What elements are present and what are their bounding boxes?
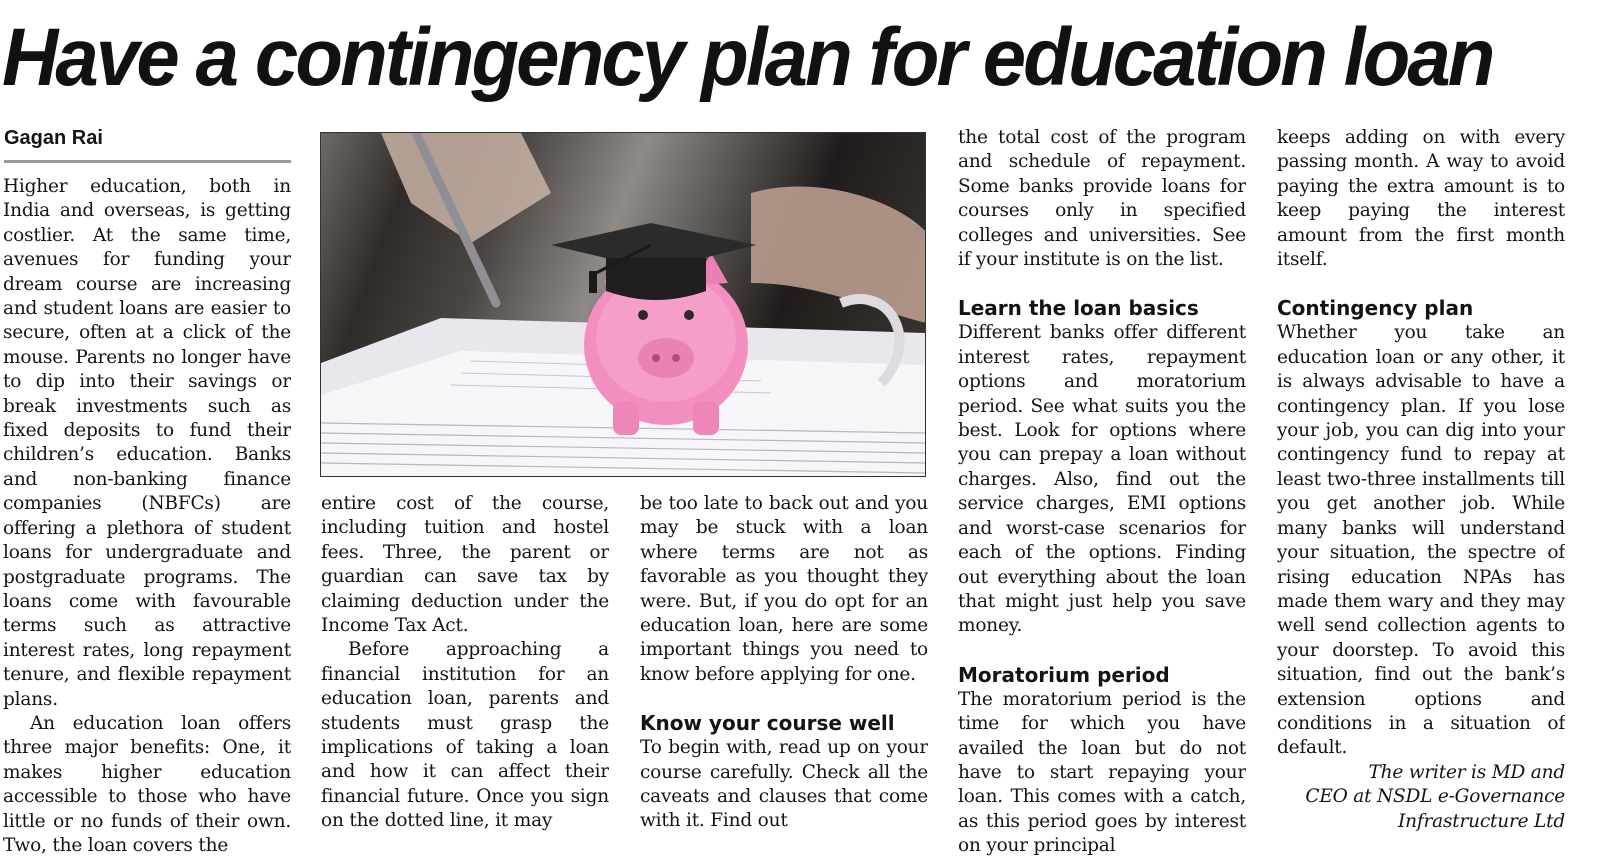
section-heading: Know your course well: [640, 711, 895, 736]
piggy-bank-graduation-illustration: [321, 133, 926, 477]
article-paragraph: the total cost of the program and schedule of repayment. Some banks provide loans for courses only in specified colleges and universities. See if your institute is on the list.: [958, 127, 1246, 271]
article-paragraph: be too late to back out and you may be stuck with a loan where terms are not as favorable as you thought they were. But, if you do opt for an education loan, here are some important things you need to know before applying for one.: [640, 493, 928, 685]
article-paragraph: To begin with, read up on your course carefully. Check all the caveats and clauses that come with it. Find out: [640, 737, 928, 832]
author-credit-line: CEO at NSDL e-Governance: [1305, 786, 1565, 808]
section-heading: Moratorium period: [958, 662, 1170, 687]
article-column-4: [958, 126, 1246, 859]
author-credit-line: Infrastructure Ltd: [1398, 810, 1565, 832]
byline: Gagan Rai: [4, 124, 291, 163]
article-paragraph: An education loan offers three major benefits: One, it makes higher education accessible to those who have little or no funds of their own. Two, the loan covers the: [3, 712, 291, 856]
article-paragraph: The moratorium period is the time for which you have availed the loan but do not have to start repaying your loan. This comes with a catch, as this period goes by interest on your principal: [958, 688, 1246, 857]
headline: Have a contingency plan for education loan: [2, 12, 1493, 103]
article-paragraph: Before approaching a financial institution for an education loan, parents and students must grasp the implications of taking a loan and how it can affect their financial future. Once you sign on the dotted line, it may: [321, 639, 609, 832]
section-heading: Learn the loan basics: [958, 296, 1199, 321]
section-heading: Contingency plan: [1277, 296, 1474, 321]
article-paragraph: entire cost of the course, including tuition and hostel fees. Three, the parent or guardian can save tax by claiming deduction under the Income Tax Act.: [321, 493, 609, 637]
author-credit-line: The writer is MD and: [1368, 761, 1565, 783]
article-paragraph: Higher education, both in India and overseas, is getting costlier. At the same time, avenues for funding your dream course are increasing and student loans are easier to secure, often at a click of the mouse. Parents no longer have to dip into their savings or break investments such as fixed deposits to fund their children’s education. Banks and non-banking finance companies (NBFCs) are offering a plethora of student loans for undergraduate and postgraduate programs. The loans come with favourable terms such as attractive interest rates, long repayment tenure, and flexible repayment plans.: [3, 176, 291, 710]
article-column-3: [640, 492, 928, 859]
article-photo: [320, 132, 926, 477]
article-column-2: [321, 492, 609, 859]
article-column-1: [3, 175, 291, 859]
article-paragraph: keeps adding on with every passing month. A way to avoid paying the extra amount is to keep paying the interest amount from the first month itself.: [1277, 127, 1565, 271]
graduation-cap-icon: [551, 223, 756, 300]
article-paragraph: Different banks offer different interest rates, repayment options and moratorium period. See what suits you the best. Look for options where you can prepay a loan without charges. Also, find out the service charges, EMI options and worst-case scenarios for each of the options. Finding out everything about the loan that might just help you save money.: [958, 322, 1246, 637]
article-column-5: [1277, 126, 1565, 859]
author-credit: [1277, 761, 1565, 834]
article-paragraph: Whether you take an education loan or any other, it is always advisable to have a contingency plan. If you lose your job, you can dig into your contingency fund to repay at least two-three installments till you get another job. While many banks will understand your situation, the spectre of rising education NPAs has made them wary and they may well send collection agents to your doorstep. To avoid this situation, find out the bank’s extension options and conditions in a situation of default.: [1277, 322, 1565, 759]
